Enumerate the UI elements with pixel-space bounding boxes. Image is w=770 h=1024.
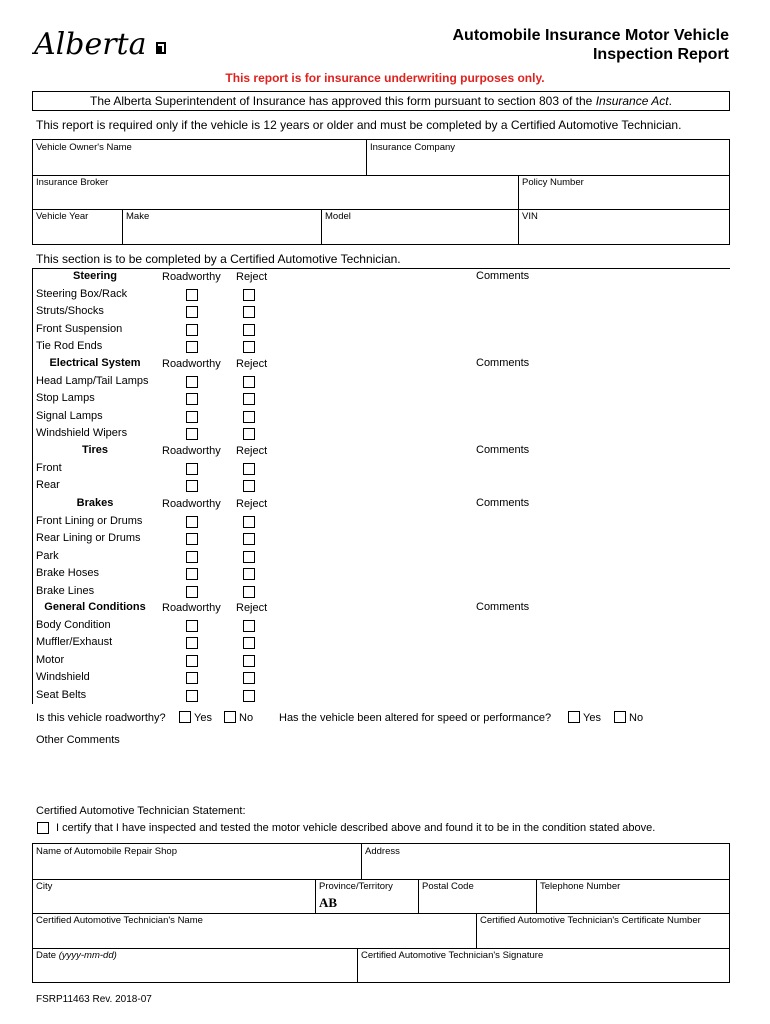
- telephone-field[interactable]: Telephone Number: [536, 879, 729, 913]
- inspection-item-label: Tie Rod Ends: [36, 340, 103, 353]
- roadworthy-header: Roadworthy: [162, 358, 221, 370]
- group-title: Steering: [72, 270, 117, 282]
- inspection-item-label: Front: [36, 462, 62, 474]
- roadworthy-checkbox[interactable]: [186, 568, 198, 580]
- reject-checkbox[interactable]: [243, 341, 255, 353]
- roadworthy-checkbox[interactable]: [186, 393, 198, 405]
- inspection-item-label: Front Lining or Drums: [36, 515, 143, 527]
- reject-header: Reject: [236, 271, 268, 283]
- inspection-item-label: Steering Box/Rack: [36, 288, 128, 300]
- section-note: This section is to be completed by a Certified Automotive Technician.: [36, 252, 401, 266]
- roadworthy-yes-label: Yes: [194, 712, 212, 724]
- comments-field[interactable]: [280, 617, 726, 704]
- reject-checkbox[interactable]: [243, 568, 255, 580]
- reject-checkbox[interactable]: [243, 620, 255, 632]
- comments-header: Comments: [476, 357, 530, 369]
- roadworthy-checkbox[interactable]: [186, 586, 198, 598]
- roadworthy-checkbox[interactable]: [186, 306, 198, 318]
- reject-checkbox[interactable]: [243, 551, 255, 563]
- statement-heading: Certified Automotive Technician Statement:: [36, 805, 246, 817]
- inspection-item-label: Seat Belts: [36, 688, 87, 701]
- comments-field[interactable]: [280, 373, 726, 443]
- roadworthy-header: Roadworthy: [162, 498, 221, 510]
- shop-info-grid: [32, 843, 730, 983]
- comments-header: Comments: [476, 270, 530, 282]
- reject-checkbox[interactable]: [243, 393, 255, 405]
- reject-header: Reject: [236, 498, 268, 510]
- group-title: Brakes: [76, 497, 114, 509]
- roadworthy-checkbox[interactable]: [186, 341, 198, 353]
- insurance-company-field[interactable]: Insurance Company: [366, 140, 729, 175]
- inspection-item-label: Muffler/Exhaust: [36, 636, 113, 649]
- reject-checkbox[interactable]: [243, 289, 255, 301]
- inspection-item-label: Motor: [36, 653, 65, 666]
- comments-header: Comments: [476, 444, 530, 456]
- svg-text:Alberta: Alberta: [34, 27, 147, 62]
- reject-checkbox[interactable]: [243, 428, 255, 440]
- model-field[interactable]: Model: [321, 209, 518, 244]
- owner-name-field[interactable]: Vehicle Owner's Name: [36, 142, 132, 153]
- broker-field[interactable]: Insurance Broker: [36, 177, 109, 188]
- owner-info-grid: [32, 139, 730, 245]
- inspection-item-label: Signal Lamps: [36, 409, 103, 422]
- make-field[interactable]: Make: [122, 209, 321, 244]
- comments-header: Comments: [476, 497, 530, 509]
- roadworthy-no-label: No: [239, 712, 254, 724]
- address-field[interactable]: Address: [361, 844, 729, 879]
- inspection-item-label: Rear: [36, 479, 60, 492]
- altered-yes-label: Yes: [583, 712, 601, 724]
- group-title: General Conditions: [44, 601, 146, 613]
- group-title: Electrical System: [49, 357, 141, 369]
- requirement-text: This report is required only if the vehicle is 12 years or older and must be completed by a Certified Automotive Technician.: [36, 118, 682, 132]
- reject-checkbox[interactable]: [243, 463, 255, 475]
- roadworthy-checkbox[interactable]: [186, 289, 198, 301]
- roadworthy-checkbox[interactable]: [186, 533, 198, 545]
- inspection-item-label: Stop Lamps: [36, 392, 95, 405]
- roadworthy-checkbox[interactable]: [186, 672, 198, 684]
- cert-number-field[interactable]: Certified Automotive Technician's Certificate Number: [476, 913, 729, 948]
- roadworthy-checkbox[interactable]: [186, 428, 198, 440]
- approval-notice: The Alberta Superintendent of Insurance has approved this form pursuant to section 803 of the Insurance Act.: [32, 91, 730, 111]
- underwriting-warning: This report is for insurance underwriting purposes only.: [225, 71, 545, 85]
- reject-checkbox[interactable]: [243, 586, 255, 598]
- roadworthy-checkbox[interactable]: [186, 376, 198, 388]
- form-title: Automobile Insurance Motor Vehicle Inspection Report: [452, 27, 729, 63]
- reject-checkbox[interactable]: [243, 306, 255, 318]
- roadworthy-checkbox[interactable]: [186, 480, 198, 492]
- inspection-item-label: Windshield: [36, 671, 90, 684]
- reject-checkbox[interactable]: [243, 516, 255, 528]
- altered-yes-checkbox[interactable]: [568, 711, 580, 723]
- vin-field[interactable]: VIN: [518, 209, 729, 244]
- policy-number-field[interactable]: Policy Number: [518, 175, 729, 209]
- reject-checkbox[interactable]: [243, 411, 255, 423]
- inspection-item-label: Body Condition: [36, 619, 111, 631]
- tech-name-field[interactable]: Certified Automotive Technician's Name: [36, 915, 203, 926]
- vehicle-year-field[interactable]: Vehicle Year: [36, 211, 89, 222]
- roadworthy-checkbox[interactable]: [186, 516, 198, 528]
- inspection-item-label: Rear Lining or Drums: [36, 532, 141, 545]
- inspection-item-label: Struts/Shocks: [36, 305, 104, 318]
- certify-checkbox[interactable]: [37, 822, 49, 834]
- altered-no-checkbox[interactable]: [614, 711, 626, 723]
- comments-field[interactable]: [280, 513, 726, 600]
- alberta-logo: [32, 24, 172, 64]
- reject-checkbox[interactable]: [243, 690, 255, 702]
- inspection-item-label: Brake Lines: [36, 584, 95, 597]
- roadworthy-checkbox[interactable]: [186, 551, 198, 563]
- reject-checkbox[interactable]: [243, 324, 255, 336]
- reject-header: Reject: [236, 358, 268, 370]
- altered-question: Has the vehicle been altered for speed or performance?: [279, 712, 552, 724]
- form-id: FSRP11463 Rev. 2018-07: [36, 994, 152, 1005]
- comments-header: Comments: [476, 601, 530, 613]
- reject-checkbox[interactable]: [243, 376, 255, 388]
- comments-field[interactable]: [280, 286, 726, 356]
- province-field[interactable]: Province/Territory AB: [315, 879, 418, 913]
- roadworthy-header: Roadworthy: [162, 445, 221, 457]
- roadworthy-checkbox[interactable]: [186, 655, 198, 667]
- reject-checkbox[interactable]: [243, 533, 255, 545]
- inspection-item-label: Front Suspension: [36, 322, 123, 335]
- inspection-item-label: Head Lamp/Tail Lamps: [36, 375, 149, 387]
- roadworthy-checkbox[interactable]: [186, 690, 198, 702]
- shop-name-field[interactable]: Name of Automobile Repair Shop: [36, 846, 177, 857]
- reject-checkbox[interactable]: [243, 655, 255, 667]
- reject-checkbox[interactable]: [243, 480, 255, 492]
- postal-code-field[interactable]: Postal Code: [418, 879, 536, 913]
- date-field[interactable]: Date (yyyy-mm-dd): [36, 950, 117, 961]
- other-comments-label: Other Comments: [36, 734, 120, 746]
- reject-checkbox[interactable]: [243, 637, 255, 649]
- reject-checkbox[interactable]: [243, 672, 255, 684]
- roadworthy-yes-checkbox[interactable]: [179, 711, 191, 723]
- group-title: Tires: [81, 444, 109, 456]
- other-comments-field[interactable]: [36, 750, 730, 800]
- reject-header: Reject: [236, 602, 268, 614]
- comments-field[interactable]: [280, 460, 726, 495]
- roadworthy-question: Is this vehicle roadworthy?: [36, 712, 166, 724]
- province-value: AB: [319, 895, 338, 910]
- roadworthy-header: Roadworthy: [162, 602, 221, 614]
- reject-header: Reject: [236, 445, 268, 457]
- roadworthy-no-checkbox[interactable]: [224, 711, 236, 723]
- inspection-item-label: Park: [36, 549, 59, 562]
- inspection-item-label: Windshield Wipers: [36, 427, 128, 440]
- roadworthy-checkbox[interactable]: [186, 463, 198, 475]
- roadworthy-checkbox[interactable]: [186, 637, 198, 649]
- roadworthy-checkbox[interactable]: [186, 411, 198, 423]
- roadworthy-header: Roadworthy: [162, 271, 221, 283]
- inspection-item-label: Brake Hoses: [36, 567, 99, 580]
- certify-text: I certify that I have inspected and tested the motor vehicle described above and found it to be in the condition stated above.: [56, 822, 656, 834]
- altered-no-label: No: [629, 712, 644, 724]
- roadworthy-checkbox[interactable]: [186, 620, 198, 632]
- signature-field[interactable]: Certified Automotive Technician's Signature: [357, 948, 729, 982]
- city-field[interactable]: City: [36, 881, 53, 892]
- roadworthy-checkbox[interactable]: [186, 324, 198, 336]
